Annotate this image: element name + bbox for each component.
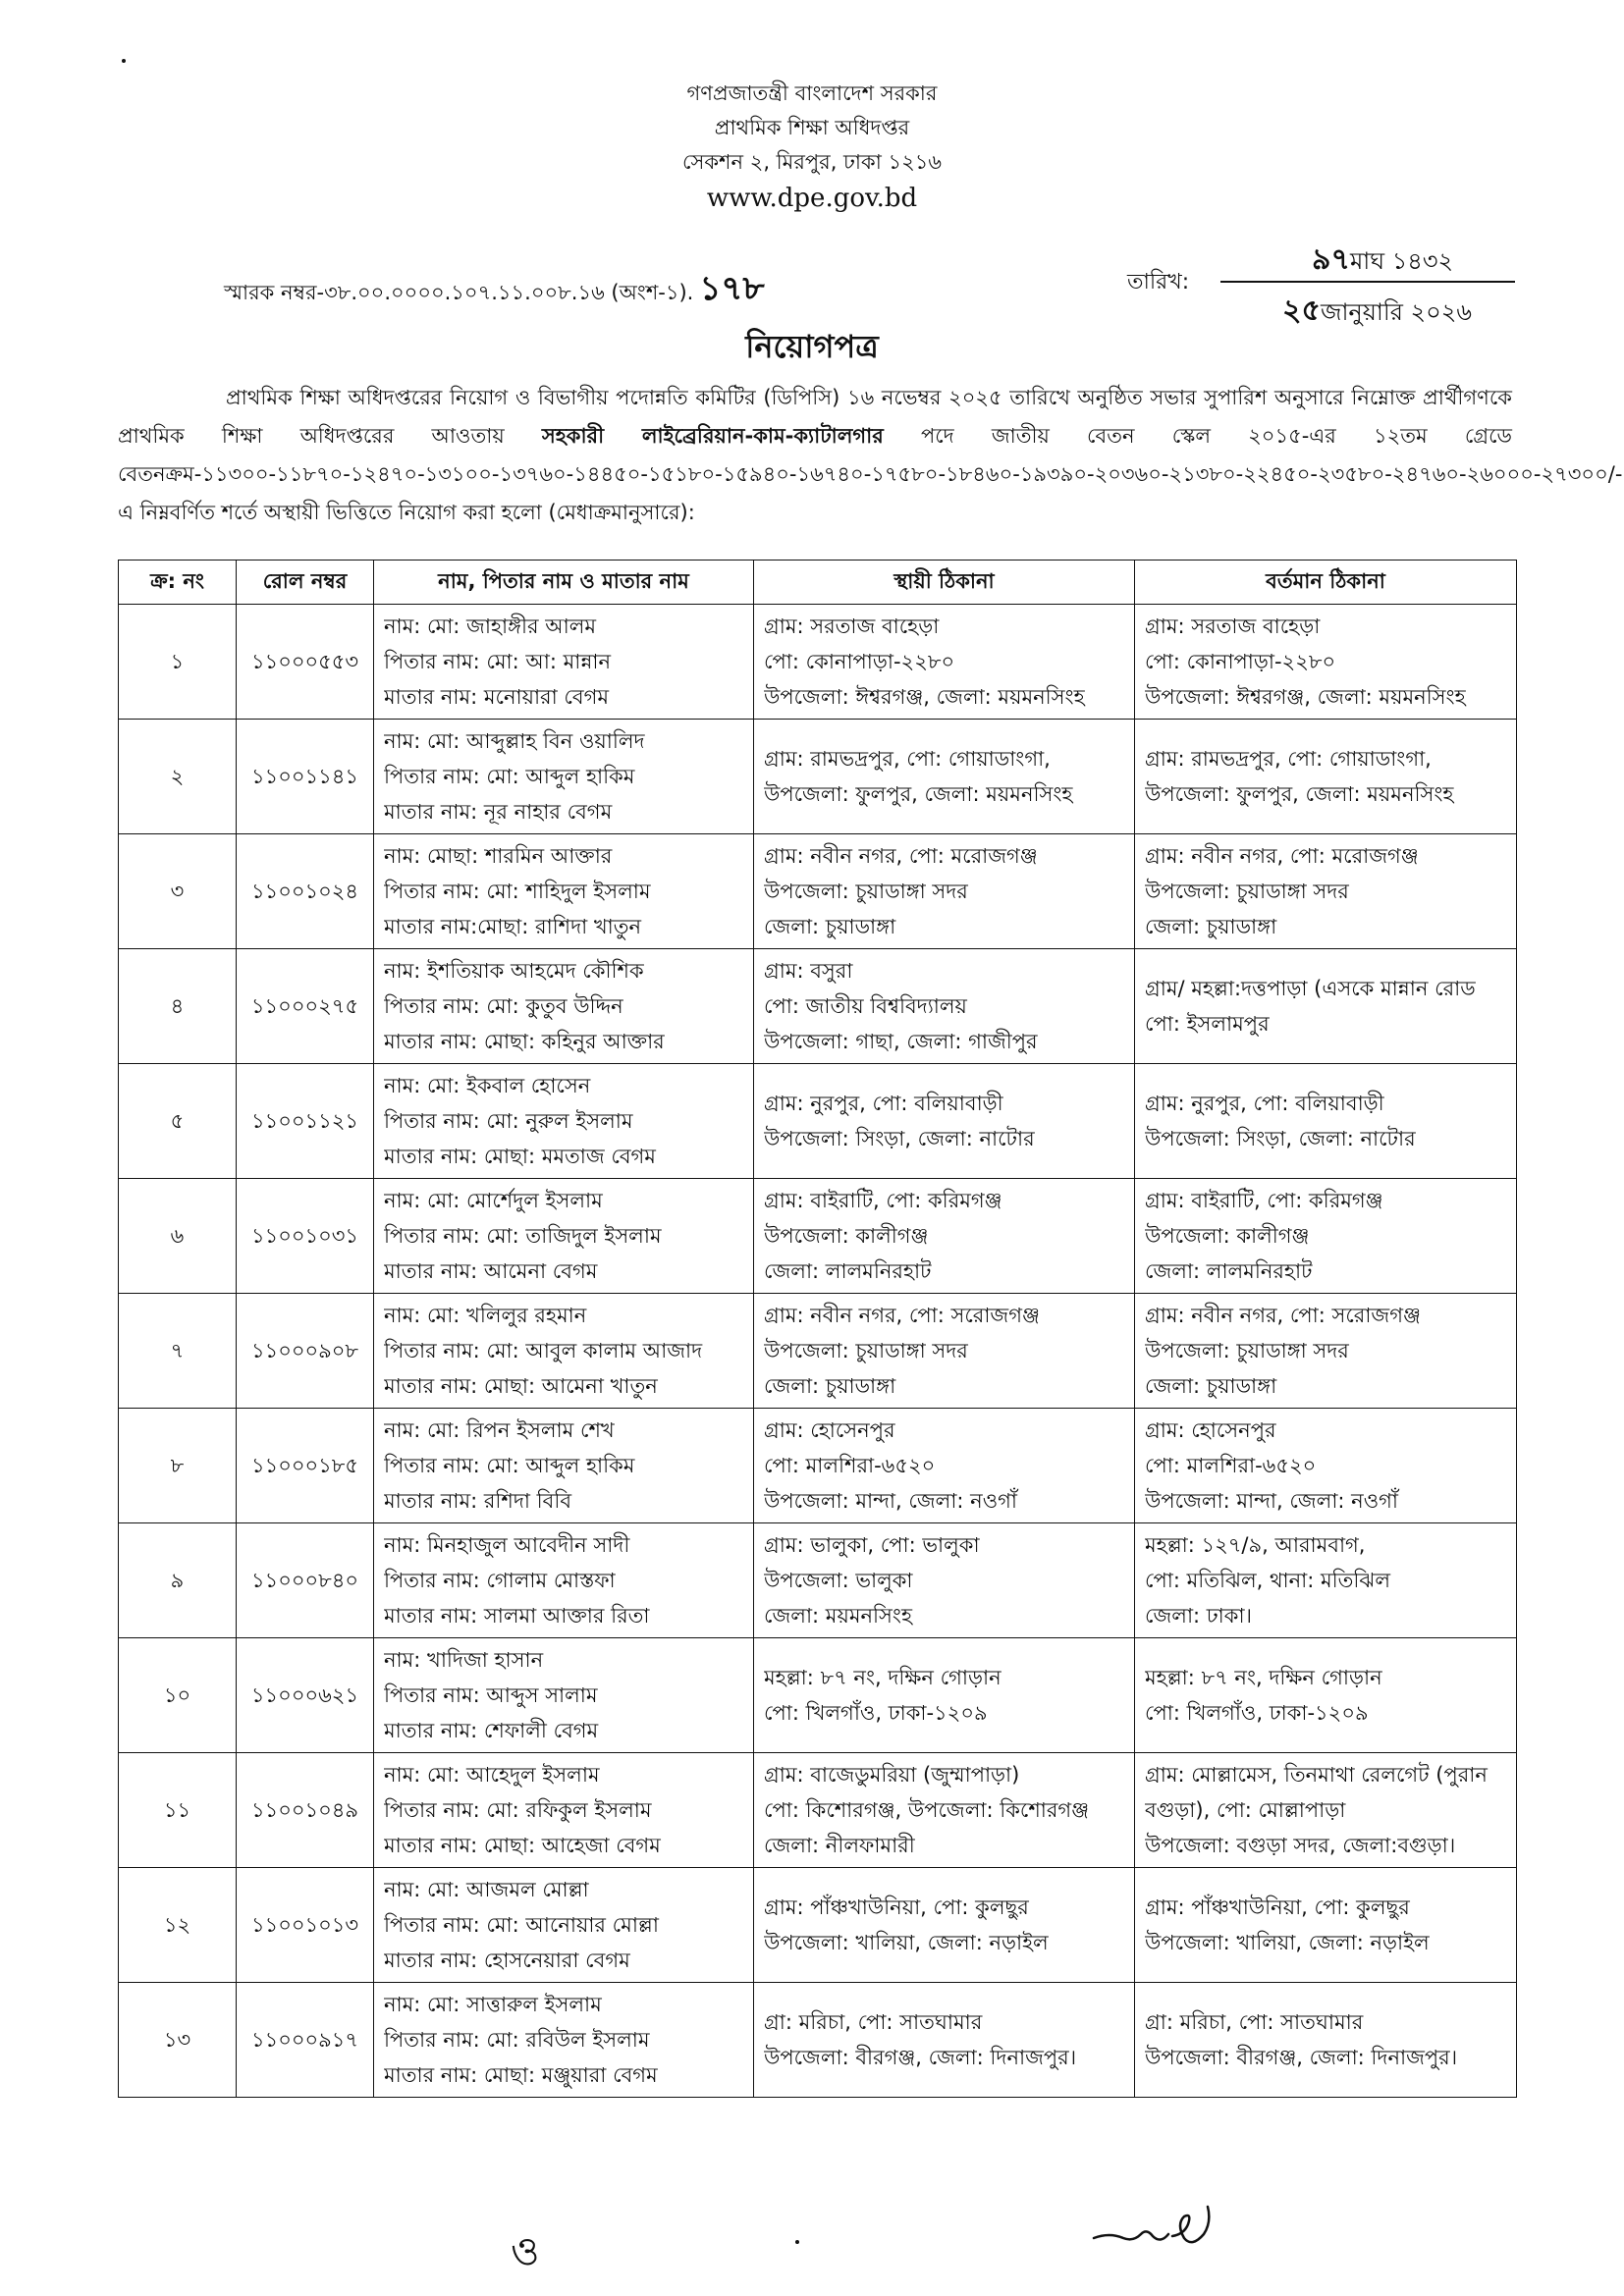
permanent-address-cell [754,834,1135,949]
address-line: গ্রাম: নবীন নগর, পো: সরোজগঞ্জ [764,1304,1040,1327]
name-line: পিতার নাম: মো: কুতুব উদ্দিন [384,994,623,1018]
address-line: গ্রা: মরিচা, পো: সাতঘামার [1145,2010,1364,2034]
address-line: মহল্লা: ৮৭ নং, দক্ষিন গোড়ান [764,1666,1001,1689]
address-line: গ্রাম: বাজেডুমরিয়া (জুম্মাপাড়া) [764,1763,1020,1787]
table-row [119,1638,1517,1753]
address-line: গ্রাম: নুরপুর, পো: বলিয়াবাড়ী [764,1092,1003,1115]
name-line: নাম: মো: আহেদুল ইসলাম [384,1763,600,1787]
col-permanent-address: স্থায়ী ঠিকানা [754,561,1135,605]
names-cell [374,720,754,834]
signature-mark [1090,2195,1237,2254]
serial-cell: ৬ [119,1179,237,1294]
address-line: উপজেলা: চুয়াডাঙ্গা সদর [764,880,968,903]
intro-part-1: প্রাথমিক শিক্ষা অধিদপ্তরের নিয়োগ ও বিভাগীয় পদোন্নতি কমিটির (ডিপিসি) ১৬ নভেম্বর ২০২৫ তারিখে অনুষ্ঠিত সভার সুপারিশ অনুসারে নিম্নোক্ত প্রার্থীগণকে প্রাথমিক শিক্ষা অধিদপ্তরের আওতায় [118,386,1512,448]
name-line: নাম: মো: জাহাঙ্গীর আলম [384,614,597,638]
name-line: মাতার নাম: মোছা: আমেনা খাতুন [384,1374,658,1398]
table-row [119,1409,1517,1523]
permanent-address-cell [754,1179,1135,1294]
address-line: উপজেলা: খালিয়া, জেলা: নড়াইল [764,1931,1049,1954]
address-line: উপজেলা: কালীগঞ্জ [764,1224,929,1248]
permanent-address-cell [754,1868,1135,1983]
roll-cell: ১১০০০১৮৫ [237,1409,374,1523]
name-line: পিতার নাম: মো: তাজিদুল ইসলাম [384,1224,662,1248]
address-line: উপজেলা: কালীগঞ্জ [1145,1224,1310,1248]
present-address-cell [1135,834,1517,949]
address-line: উপজেলা: মান্দা, জেলা: নওগাঁ [764,1489,1018,1513]
name-line: মাতার নাম:মোছা: রাশিদা খাতুন [384,915,642,938]
gregorian-date-rest: জানুয়ারি ২০২৬ [1320,298,1472,326]
table-row [119,1868,1517,1983]
address-line: পো: খিলগাঁও, ঢাকা-১২০৯ [1145,1701,1369,1725]
present-address-cell [1135,1523,1517,1638]
name-line: নাম: মো: আজমল মোল্লা [384,1878,589,1901]
present-address-cell [1135,1064,1517,1179]
address-line: উপজেলা: ফুলপুর, জেলা: ময়মনসিংহ [764,782,1073,806]
serial-cell: ৫ [119,1064,237,1179]
address-line: মহল্লা: ৮৭ নং, দক্ষিন গোড়ান [1145,1666,1382,1689]
address-line: গ্রাম: ভালুকা, পো: ভালুকা [764,1533,980,1557]
address-line: জেলা: লালমনিরহাট [1145,1259,1313,1283]
names-cell [374,949,754,1064]
table-row [119,1294,1517,1409]
name-line: পিতার নাম: মো: আনোয়ার মোল্লা [384,1913,659,1937]
address-line: গ্রাম: বাইরাটি, পো: করিমগঞ্জ [764,1189,1002,1212]
name-line: নাম: মোছা: শারমিন আক্তার [384,844,613,868]
address-line: পো: জাতীয় বিশ্ববিদ্যালয় [764,994,967,1018]
address-line: উপজেলা: বগুড়া সদর, জেলা:বগুড়া। [1145,1834,1456,1857]
address-line: বগুড়া), পো: মোল্লাপাড়া [1145,1798,1346,1822]
roll-cell: ১১০০০৮৪০ [237,1523,374,1638]
name-line: মাতার নাম: শেফালী বেগম [384,1719,599,1742]
appointee-table [118,560,1517,2098]
col-roll: রোল নম্বর [237,561,374,605]
name-line: পিতার নাম: মো: আবুল কালাম আজাদ [384,1339,703,1362]
website-link[interactable]: www.dpe.gov.bd [706,184,918,213]
permanent-address-cell [754,1064,1135,1179]
roll-cell: ১১০০১০১৩ [237,1868,374,1983]
address-line: উপজেলা: ঈশ্বরগঞ্জ, জেলা: ময়মনসিংহ [1145,685,1466,709]
table-row [119,605,1517,720]
address-line: উপজেলা: চুয়াডাঙ্গা সদর [1145,1339,1349,1362]
name-line: পিতার নাম: আব্দুস সালাম [384,1683,598,1707]
present-address-cell [1135,1983,1517,2098]
address-line: উপজেলা: চুয়াডাঙ্গা সদর [1145,880,1349,903]
address-line: উপজেলা: চুয়াডাঙ্গা সদর [764,1339,968,1362]
permanent-address-cell [754,1523,1135,1638]
date-block [1127,236,1520,328]
bangla-date-day: ৯৭ [1312,242,1350,277]
address-line: উপজেলা: মান্দা, জেলা: নওগাঁ [1145,1489,1399,1513]
name-line: নাম: মো: মোর্শেদুল ইসলাম [384,1189,603,1212]
address-line: পো: মালশিরা-৬৫২০ [764,1454,936,1477]
address-line: পো: কিশোরগঞ্জ, উপজেলা: কিশোরগঞ্জ [764,1798,1090,1822]
name-line: মাতার নাম: মোছা: মঞ্জুয়ারা বেগম [384,2063,658,2087]
permanent-address-cell [754,720,1135,834]
serial-cell: ১১ [119,1753,237,1868]
name-line: নাম: মো: সাত্তারুল ইসলাম [384,1993,602,2016]
bangla-date-rest: মাঘ ১৪৩২ [1349,247,1454,275]
office-address: সেকশন ২, মিরপুর, ঢাকা ১২১৬ [681,150,943,174]
name-line: নাম: খাদিজা হাসান [384,1648,544,1672]
name-line: মাতার নাম: মোছা: কহিনুর আক্তার [384,1030,665,1053]
address-line: গ্রাম/ মহল্লা:দত্তপাড়া (এসকে মান্নান রোড [1145,977,1476,1000]
intro-part-2: পদে জাতীয় বেতন স্কেল ২০১৫-এর ১২তম গ্রেডে বেতনক্রম-১১৩০০-১১৮৭০-১২৪৭০-১৩১০০-১৩৭৬০-১৪৪৫০-১৫১৮০-১৫৯৪০-১৬৭৪০-১৭৫৮০-১৮৪৬০-১৯৩৯০-২০৩৬০-২১৩৮০-২২৪৫০-২৩৫৮০-২৪৭৬০-২৬০০০-২৭৩০০/- এ নিম্নবর্ণিত শর্তে অস্থায়ী ভিত্তিতে নিয়োগ করা হলো (মেধাক্রমানুসারে): [118,424,1623,524]
present-address-cell [1135,720,1517,834]
address-line: উপজেলা: খালিয়া, জেলা: নড়াইল [1145,1931,1430,1954]
table-header-row [119,561,1517,605]
name-line: পিতার নাম: মো: আ: মান্নান [384,650,612,673]
permanent-address-cell [754,1753,1135,1868]
present-address-cell [1135,1753,1517,1868]
memo-number: ১৭৮ [699,269,765,308]
address-line: গ্রাম: নবীন নগর, পো: মরোজগঞ্জ [764,844,1038,868]
serial-cell: ১ [119,605,237,720]
present-address-cell [1135,1868,1517,1983]
address-line: জেলা: ময়মনসিংহ [764,1604,912,1628]
address-line: জেলা: চুয়াডাঙ্গা [1145,1374,1277,1398]
table-row [119,1523,1517,1638]
address-line: উপজেলা: গাছা, জেলা: গাজীপুর [764,1030,1038,1053]
intro-paragraph [118,379,1623,532]
name-line: পিতার নাম: মো: শাহিদুল ইসলাম [384,880,651,903]
address-line: জেলা: চুয়াডাঙ্গা [1145,915,1277,938]
name-line: মাতার নাম: মোছা: মমতাজ বেগম [384,1145,656,1168]
table-row [119,1753,1517,1868]
names-cell [374,1638,754,1753]
permanent-address-cell [754,1638,1135,1753]
address-line: উপজেলা: বীরগঞ্জ, জেলা: দিনাজপুর। [1145,2046,1458,2069]
serial-cell: ৯ [119,1523,237,1638]
names-cell [374,834,754,949]
address-line: উপজেলা: বীরগঞ্জ, জেলা: দিনাজপুর। [764,2046,1077,2069]
address-line: গ্রাম: মোল্লামেস, তিনমাথা রেলগেট (পুরান [1145,1763,1488,1787]
letterhead [0,77,1624,217]
names-cell [374,605,754,720]
serial-cell: ২ [119,720,237,834]
address-line: পো: মালশিরা-৬৫২০ [1145,1454,1317,1477]
name-line: নাম: মিনহাজুল আবেদীন সাদী [384,1533,630,1557]
address-line: গ্রাম: বসুরা [764,959,853,983]
table-row [119,1179,1517,1294]
roll-cell: ১১০০১১৪১ [237,720,374,834]
table-body [119,605,1517,2098]
names-cell [374,1523,754,1638]
name-line: নাম: মো: ইকবাল হোসেন [384,1074,591,1097]
date-divider [1220,281,1515,283]
name-line: মাতার নাম: নূর নাহার বেগম [384,800,613,824]
roll-cell: ১১০০১০২৪ [237,834,374,949]
department-name: প্রাথমিক শিক্ষা অধিদপ্তর [714,116,910,139]
address-line: উপজেলা: ভালুকা [764,1569,913,1592]
name-line: মাতার নাম: সালমা আক্তার রিতা [384,1604,650,1628]
address-line: পো: খিলগাঁও, ঢাকা-১২০৯ [764,1701,988,1725]
memo-reference [224,263,765,319]
address-line: জেলা: চুয়াডাঙ্গা [764,915,896,938]
address-line: গ্রাম: পাঁঞ্চখাউনিয়া, পো: কুলছুর [764,1896,1029,1919]
name-line: পিতার নাম: মো: রবিউল ইসলাম [384,2028,650,2052]
address-line: গ্রাম: সরতাজ বাহেড়া [1145,614,1321,638]
col-serial: ক্র: নং [119,561,237,605]
address-line: গ্রাম: রামভদ্রপুর, পো: গোয়াডাংগা, [764,747,1051,771]
address-line: পো: কোনাপাড়া-২২৮০ [764,650,955,673]
col-names: নাম, পিতার নাম ও মাতার নাম [374,561,754,605]
name-line: মাতার নাম: আমেনা বেগম [384,1259,598,1283]
address-line: উপজেলা: ঈশ্বরগঞ্জ, জেলা: ময়মনসিংহ [764,685,1085,709]
roll-cell: ১১০০১০৪৯ [237,1753,374,1868]
address-line: পো: মতিঝিল, থানা: মতিঝিল [1145,1569,1390,1592]
name-line: পিতার নাম: মো: আব্দুল হাকিম [384,765,635,788]
permanent-address-cell [754,1294,1135,1409]
permanent-address-cell [754,605,1135,720]
table-row [119,720,1517,834]
table-row [119,834,1517,949]
serial-cell: ৭ [119,1294,237,1409]
address-line: গ্রা: মরিচা, পো: সাতঘামার [764,2010,983,2034]
name-line: পিতার নাম: মো: নুরুল ইসলাম [384,1109,633,1133]
address-line: গ্রাম: নবীন নগর, পো: মরোজগঞ্জ [1145,844,1419,868]
address-line: গ্রাম: হোসেনপুর [1145,1418,1276,1442]
present-address-cell [1135,1179,1517,1294]
bangla-date [1312,236,1453,286]
names-cell [374,1753,754,1868]
serial-cell: ১০ [119,1638,237,1753]
speck-mark [795,2240,799,2244]
serial-cell: ৮ [119,1409,237,1523]
address-line: পো: কোনাপাড়া-২২৮০ [1145,650,1336,673]
speck-mark [122,59,126,63]
address-line: গ্রাম: পাঁঞ্চখাউনিয়া, পো: কুলছুর [1145,1896,1410,1919]
post-name: সহকারী লাইব্রেরিয়ান-কাম-ক্যাটালগার [541,424,884,448]
roll-cell: ১১০০০৫৫৩ [237,605,374,720]
address-line: মহল্লা: ১২৭/৯, আরামবাগ, [1145,1533,1366,1557]
name-line: পিতার নাম: মো: রফিকুল ইসলাম [384,1798,652,1822]
name-line: নাম: মো: খলিলুর রহমান [384,1304,587,1327]
serial-cell: ১৩ [119,1983,237,2098]
address-line: জেলা: নীলফামারী [764,1834,915,1857]
permanent-address-cell [754,949,1135,1064]
document-title: নিয়োগপত্র [745,328,879,365]
roll-cell: ১১০০০৬২১ [237,1638,374,1753]
names-cell [374,1983,754,2098]
names-cell [374,1064,754,1179]
permanent-address-cell [754,1983,1135,2098]
address-line: গ্রাম: বাইরাটি, পো: করিমগঞ্জ [1145,1189,1383,1212]
present-address-cell [1135,1294,1517,1409]
address-line: উপজেলা: ফুলপুর, জেলা: ময়মনসিংহ [1145,782,1454,806]
table-row [119,1983,1517,2098]
address-line: উপজেলা: সিংড়া, জেলা: নাটোর [764,1127,1035,1150]
name-line: নাম: মো: আব্দুল্লাহ বিন ওয়ালিদ [384,729,645,753]
memo-label: স্মারক নম্বর-৩৮.০০.০০০০.১০৭.১১.০০৮.১৬ (অংশ-১). [224,281,694,304]
name-line: মাতার নাম: হোসনেয়ারা বেগম [384,1949,630,1972]
present-address-cell [1135,949,1517,1064]
name-line: নাম: ইশতিয়াক আহমেদ কৌশিক [384,959,644,983]
roll-cell: ১১০০১০৩১ [237,1179,374,1294]
gregorian-date-day: ২৫ [1282,294,1321,328]
present-address-cell [1135,1638,1517,1753]
name-line: মাতার নাম: মনোয়ারা বেগম [384,685,609,709]
name-line: মাতার নাম: মোছা: আহেজা বেগম [384,1834,661,1857]
names-cell [374,1409,754,1523]
address-line: জেলা: লালমনিরহাট [764,1259,932,1283]
address-line: গ্রাম: নবীন নগর, পো: সরোজগঞ্জ [1145,1304,1421,1327]
present-address-cell [1135,1409,1517,1523]
col-present-address: বর্তমান ঠিকানা [1135,561,1517,605]
permanent-address-cell [754,1409,1135,1523]
address-line: জেলা: ঢাকা। [1145,1604,1253,1628]
name-line: মাতার নাম: রশিদা বিবি [384,1489,572,1513]
names-cell [374,1868,754,1983]
name-line: নাম: মো: রিপন ইসলাম শেখ [384,1418,615,1442]
serial-cell: ৪ [119,949,237,1064]
roll-cell: ১১০০০২৭৫ [237,949,374,1064]
serial-cell: ১২ [119,1868,237,1983]
serial-cell: ৩ [119,834,237,949]
address-line: পো: ইসলামপুর [1145,1012,1270,1036]
address-line: গ্রাম: হোসেনপুর [764,1418,895,1442]
address-line: জেলা: চুয়াডাঙ্গা [764,1374,896,1398]
address-line: গ্রাম: রামভদ্রপুর, পো: গোয়াডাংগা, [1145,747,1432,771]
roll-cell: ১১০০০৯১৭ [237,1983,374,2098]
address-line: গ্রাম: নুরপুর, পো: বলিয়াবাড়ী [1145,1092,1384,1115]
names-cell [374,1179,754,1294]
present-address-cell [1135,605,1517,720]
date-label: তারিখ: [1127,270,1190,294]
govt-name: গণপ্রজাতন্ত্রী বাংলাদেশ সরকার [686,81,938,105]
roll-cell: ১১০০০৯০৮ [237,1294,374,1409]
table-row [119,1064,1517,1179]
address-line: উপজেলা: সিংড়া, জেলা: নাটোর [1145,1127,1416,1150]
table-row [119,949,1517,1064]
initial-mark: ও [511,2229,540,2274]
name-line: পিতার নাম: মো: আব্দুল হাকিম [384,1454,635,1477]
address-line: গ্রাম: সরতাজ বাহেড়া [764,614,940,638]
names-cell [374,1294,754,1409]
roll-cell: ১১০০১১২১ [237,1064,374,1179]
name-line: পিতার নাম: গোলাম মোস্তফা [384,1569,616,1592]
